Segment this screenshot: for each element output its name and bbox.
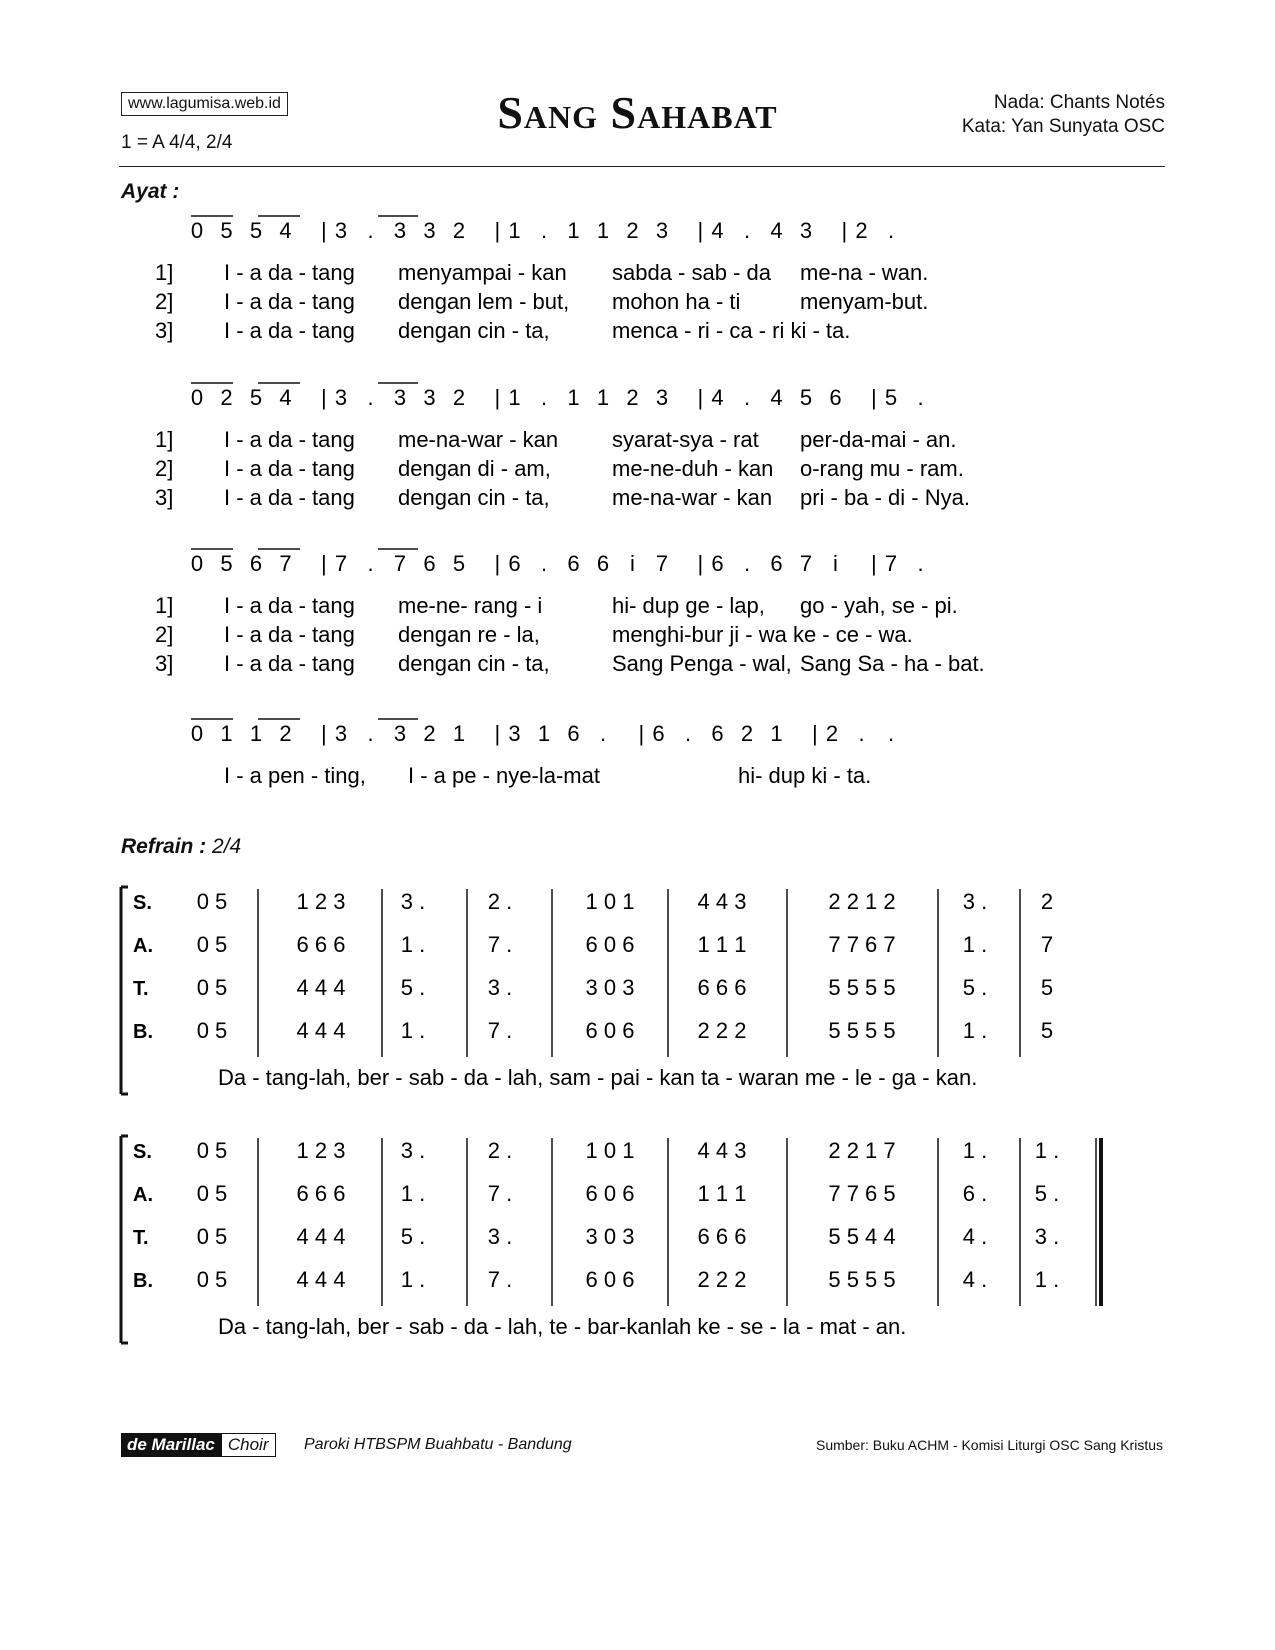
note-number: 0 [190, 721, 204, 746]
measure-notes: 6 6 6 [296, 1181, 346, 1206]
note-number: 0 [190, 218, 204, 243]
note-number: 1 [596, 385, 610, 410]
note-number: . [887, 721, 895, 746]
lyric-segment: I - a pen - ting, [224, 763, 366, 788]
note-number: 1 [567, 385, 580, 410]
note-number: . [743, 218, 751, 243]
measure-notes: 6 0 6 [585, 1267, 635, 1292]
measure-notes: 2 2 1 2 [828, 889, 896, 914]
measure-notes: 1 . [1034, 1267, 1060, 1292]
lyric-segment: per-da-mai - an. [800, 427, 957, 452]
note-number: 6 [423, 551, 436, 576]
measure-notes: 3 . [487, 1224, 513, 1249]
choir-name-1: de Marillac [121, 1433, 221, 1457]
lyric-segment: dengan cin - ta, [398, 318, 550, 343]
lyric-segment: I - a pe - nye-la-mat [408, 763, 600, 788]
lyric-segment: me-ne- rang - i [398, 593, 543, 618]
barline: | [697, 551, 704, 576]
measure-notes: 6 0 6 [585, 1018, 635, 1043]
measure-notes: 3 . [962, 889, 988, 914]
lyric-segment: Sang Penga - wal, [612, 651, 792, 676]
measure-notes: 2 [1040, 889, 1054, 914]
lyric-segment: me-ne-duh - kan [612, 456, 774, 481]
note-number: 3 [334, 218, 348, 243]
measure-notes: 6 6 6 [697, 1224, 747, 1249]
lyric-segment: I - a da - tang [224, 260, 355, 285]
note-number: 3 [655, 218, 669, 243]
lyric-segment: hi- dup ki - ta. [738, 763, 872, 788]
verse-number: 3] [155, 318, 174, 343]
note-number: 2 [423, 721, 436, 746]
barline: | [321, 218, 327, 243]
measure-notes: 0 5 [196, 1181, 228, 1206]
lyric-segment: dengan cin - ta, [398, 651, 550, 676]
barline: | [494, 218, 501, 243]
lyric-segment: Sang Sa - ha - bat. [800, 651, 985, 676]
note-number: 3 [655, 385, 669, 410]
note-number: 6 [567, 721, 580, 746]
barline: | [697, 218, 704, 243]
note-number: 4 [279, 385, 292, 410]
note-number: 3 [508, 721, 521, 746]
measure-notes: 1 2 3 [296, 889, 346, 914]
note-number: 1 [249, 721, 263, 746]
note-number: 4 [770, 385, 783, 410]
measure-notes: 0 5 [196, 1224, 228, 1249]
note-number: 4 [279, 218, 292, 243]
lyric-segment: me-na-war - kan [398, 427, 559, 452]
note-number: 7 [393, 551, 407, 576]
measure-notes: 1 0 1 [585, 1138, 635, 1163]
note-number: . [743, 551, 751, 576]
measure-notes: 4 . [962, 1224, 988, 1249]
measure-notes: 6 0 6 [585, 932, 635, 957]
website-label: www.lagumisa.web.id [121, 92, 288, 116]
note-number: 3 [393, 721, 407, 746]
measure-notes: 1 2 3 [296, 1138, 346, 1163]
lyric-segment: menyampai - kan [398, 260, 567, 285]
note-number: 7 [279, 551, 292, 576]
measure-notes: 3 . [487, 975, 513, 1000]
note-number: 2 [626, 218, 639, 243]
note-number: . [743, 385, 751, 410]
barline: | [871, 551, 877, 576]
note-number: . [887, 218, 895, 243]
verse-label: Ayat : [121, 180, 180, 203]
note-number: . [684, 721, 692, 746]
measure-notes: 2 2 2 [697, 1267, 747, 1292]
note-number: 6 [596, 551, 610, 576]
note-number: 5 [220, 218, 233, 243]
note-number: 6 [770, 551, 783, 576]
measure-notes: 5 . [400, 975, 426, 1000]
lyric-segment: I - a da - tang [224, 622, 355, 647]
verse-number: 2] [155, 456, 174, 481]
note-number: 2 [825, 721, 839, 746]
note-number: 1 [220, 721, 233, 746]
lyric-segment: hi- dup ge - lap, [612, 593, 765, 618]
lyric-segment: dengan cin - ta, [398, 485, 550, 510]
measure-notes: 1 . [962, 932, 988, 957]
note-number: . [367, 218, 374, 243]
note-number: 6 [508, 551, 521, 576]
note-number: 2 [220, 385, 233, 410]
measure-notes: 0 5 [196, 1138, 228, 1163]
note-number: 7 [655, 551, 669, 576]
note-number: i [833, 551, 838, 576]
note-number: 5 [249, 385, 263, 410]
note-number: . [367, 551, 374, 576]
measure-notes: 0 5 [196, 1267, 228, 1292]
note-number: 6 [652, 721, 665, 746]
lyric-segment: pri - ba - di - Nya. [800, 485, 970, 510]
note-number: 3 [799, 218, 813, 243]
note-number: 2 [452, 385, 466, 410]
measure-notes: 3 . [1034, 1224, 1060, 1249]
source-label: Sumber: Buku ACHM - Komisi Liturgi OSC Sang Kristus [815, 1437, 1163, 1453]
note-number: 2 [452, 218, 466, 243]
note-number: . [540, 385, 548, 410]
verse-number: 1] [155, 260, 174, 285]
measure-notes: 5 5 5 5 [828, 975, 896, 1000]
note-number: 3 [334, 385, 348, 410]
choir-name-2: Choir [221, 1433, 276, 1457]
measure-notes: 1 . [400, 1181, 426, 1206]
note-number: 1 [508, 385, 521, 410]
barline: | [871, 385, 877, 410]
barline: | [812, 721, 818, 746]
measure-notes: 1 1 1 [697, 1181, 747, 1206]
refrain-lyrics: Da - tang-lah, ber - sab - da - lah, te - bar-kanlah ke - se - la - mat - an. [218, 1314, 907, 1339]
verse-number: 1] [155, 427, 174, 452]
note-number: 2 [626, 385, 639, 410]
measure-notes: 5 . [1034, 1181, 1060, 1206]
measure-notes: 1 . [962, 1018, 988, 1043]
note-number: 6 [711, 551, 724, 576]
note-number: . [917, 551, 924, 576]
note-number: 3 [423, 385, 436, 410]
measure-notes: 4 4 4 [296, 1018, 346, 1043]
note-number: . [367, 721, 374, 746]
lyric-segment: syarat-sya - rat [612, 427, 759, 452]
measure-notes: 1 . [400, 1018, 426, 1043]
verse-number: 3] [155, 651, 174, 676]
barline: | [841, 218, 848, 243]
note-number: 1 [596, 218, 610, 243]
measure-notes: 1 . [400, 1267, 426, 1292]
measure-notes: 5 5 5 5 [828, 1267, 896, 1292]
song-title: Sang Sahabat [497, 87, 778, 138]
lyric-segment: o-rang mu - ram. [800, 456, 964, 481]
voice-part-label: B. [133, 1021, 153, 1043]
measure-notes: 7 7 6 5 [828, 1181, 896, 1206]
measure-notes: 5 . [400, 1224, 426, 1249]
measure-notes: 2 . [487, 889, 513, 914]
voice-part-label: A. [133, 935, 153, 957]
measure-notes: 0 5 [196, 975, 228, 1000]
measure-notes: 2 2 1 7 [828, 1138, 896, 1163]
note-number: 4 [770, 218, 783, 243]
note-number: 2 [279, 721, 292, 746]
music-credit: Nada: Chants Notés [993, 92, 1165, 113]
choir-badge [121, 1433, 276, 1457]
note-number: . [917, 385, 924, 410]
key-signature: 1 = A 4/4, 2/4 [121, 132, 233, 153]
measure-notes: 3 . [400, 1138, 426, 1163]
lyric-segment: dengan lem - but, [398, 289, 570, 314]
note-number: 1 [537, 721, 551, 746]
lyric-segment: sabda - sab - da [612, 260, 771, 285]
barline: | [494, 551, 501, 576]
note-number: 3 [393, 218, 407, 243]
measure-notes: 4 4 4 [296, 1267, 346, 1292]
note-number: 6 [711, 721, 724, 746]
note-number: 1 [567, 218, 580, 243]
lyric-segment: menghi-bur ji - wa ke - ce - wa. [612, 622, 913, 647]
note-number: . [599, 721, 607, 746]
lyric-segment: I - a da - tang [224, 318, 355, 343]
note-number: 7 [334, 551, 348, 576]
refrain-lyrics: Da - tang-lah, ber - sab - da - lah, sam - pai - kan ta - waran me - le - ga - kan. [218, 1065, 978, 1090]
lyric-segment: go - yah, se - pi. [800, 593, 958, 618]
measure-notes: 7 . [487, 1181, 513, 1206]
lyrics-credit: Kata: Yan Sunyata OSC [961, 116, 1165, 137]
measure-notes: 4 4 3 [697, 1138, 747, 1163]
lyric-segment: dengan di - am, [398, 456, 551, 481]
barline: | [638, 721, 645, 746]
verse-number: 2] [155, 289, 174, 314]
barline: | [494, 721, 501, 746]
note-number: i [630, 551, 635, 576]
note-number: 7 [884, 551, 898, 576]
measure-notes: 2 2 2 [697, 1018, 747, 1043]
measure-notes: 5 [1040, 1018, 1054, 1043]
note-number: 1 [452, 721, 466, 746]
measure-notes: 1 . [400, 932, 426, 957]
measure-notes: 4 4 4 [296, 1224, 346, 1249]
lyric-segment: mohon ha - ti [612, 289, 741, 314]
measure-notes: 6 6 6 [697, 975, 747, 1000]
measure-notes: 1 0 1 [585, 889, 635, 914]
measure-notes: 7 . [487, 1267, 513, 1292]
voice-part-label: A. [133, 1184, 153, 1206]
refrain-label-text: Refrain : [121, 835, 207, 858]
measure-notes: 4 4 4 [296, 975, 346, 1000]
note-number: 1 [508, 218, 521, 243]
note-number: . [540, 551, 548, 576]
note-number: 5 [799, 385, 813, 410]
note-number: 3 [423, 218, 436, 243]
measure-notes: 7 . [487, 932, 513, 957]
measure-notes: 0 5 [196, 1018, 228, 1043]
note-number: 6 [249, 551, 263, 576]
note-number: . [367, 385, 374, 410]
measure-notes: 5 5 4 4 [828, 1224, 896, 1249]
voice-part-label: B. [133, 1270, 153, 1292]
barline: | [321, 721, 327, 746]
measure-notes: 5 [1040, 975, 1054, 1000]
barline: | [321, 551, 327, 576]
measure-notes: 6 0 6 [585, 1181, 635, 1206]
measure-notes: 1 . [962, 1138, 988, 1163]
note-number: 6 [829, 385, 842, 410]
note-number: 2 [855, 218, 868, 243]
note-number: 5 [884, 385, 898, 410]
lyric-segment: I - a da - tang [224, 456, 355, 481]
measure-notes: 1 1 1 [697, 932, 747, 957]
voice-part-label: S. [133, 1141, 152, 1163]
measure-notes: 2 . [487, 1138, 513, 1163]
verse-number: 3] [155, 485, 174, 510]
measure-notes: 3 . [400, 889, 426, 914]
measure-notes: 4 4 3 [697, 889, 747, 914]
voice-part-label: T. [133, 1227, 149, 1249]
voice-part-label: T. [133, 978, 149, 1000]
lyric-segment: I - a da - tang [224, 289, 355, 314]
measure-notes: 5 . [962, 975, 988, 1000]
measure-notes: 6 6 6 [296, 932, 346, 957]
measure-notes: 0 5 [196, 889, 228, 914]
note-number: 5 [220, 551, 233, 576]
note-number: . [540, 218, 548, 243]
note-number: 2 [740, 721, 754, 746]
lyric-segment: I - a da - tang [224, 485, 355, 510]
barline: | [494, 385, 501, 410]
note-number: 0 [190, 551, 204, 576]
lyric-segment: dengan re - la, [398, 622, 540, 647]
measure-notes: 0 5 [196, 932, 228, 957]
lyric-segment: menca - ri - ca - ri ki - ta. [612, 318, 851, 343]
note-number: 1 [770, 721, 783, 746]
measure-notes: 1 . [1034, 1138, 1060, 1163]
lyric-segment: menyam-but. [800, 289, 929, 314]
note-number: 5 [452, 551, 466, 576]
note-number: 7 [799, 551, 813, 576]
barline: | [697, 385, 704, 410]
note-number: 0 [190, 385, 204, 410]
measure-notes: 7 [1040, 932, 1054, 957]
measure-notes: 5 5 5 5 [828, 1018, 896, 1043]
refrain-meter: 2/4 [212, 835, 242, 858]
note-number: 6 [567, 551, 580, 576]
verse-number: 1] [155, 593, 174, 618]
measure-notes: 7 7 6 7 [828, 932, 896, 957]
lyric-segment: me-na-war - kan [612, 485, 773, 510]
voice-part-label: S. [133, 892, 152, 914]
lyric-segment: I - a da - tang [224, 427, 355, 452]
note-number: 5 [249, 218, 263, 243]
measure-notes: 3 0 3 [585, 1224, 635, 1249]
lyric-segment: I - a da - tang [224, 593, 355, 618]
measure-notes: 6 . [962, 1181, 988, 1206]
lyric-segment: me-na - wan. [800, 260, 929, 285]
barline: | [321, 385, 327, 410]
note-number: 3 [334, 721, 348, 746]
note-number: 4 [711, 385, 724, 410]
lyric-segment: I - a da - tang [224, 651, 355, 676]
parish-label: Paroki HTBSPM Buahbatu - Bandung [304, 1436, 572, 1453]
note-number: 4 [711, 218, 724, 243]
note-number: 3 [393, 385, 407, 410]
measure-notes: 7 . [487, 1018, 513, 1043]
measure-notes: 3 0 3 [585, 975, 635, 1000]
measure-notes: 4 . [962, 1267, 988, 1292]
verse-number: 2] [155, 622, 174, 647]
note-number: . [858, 721, 865, 746]
